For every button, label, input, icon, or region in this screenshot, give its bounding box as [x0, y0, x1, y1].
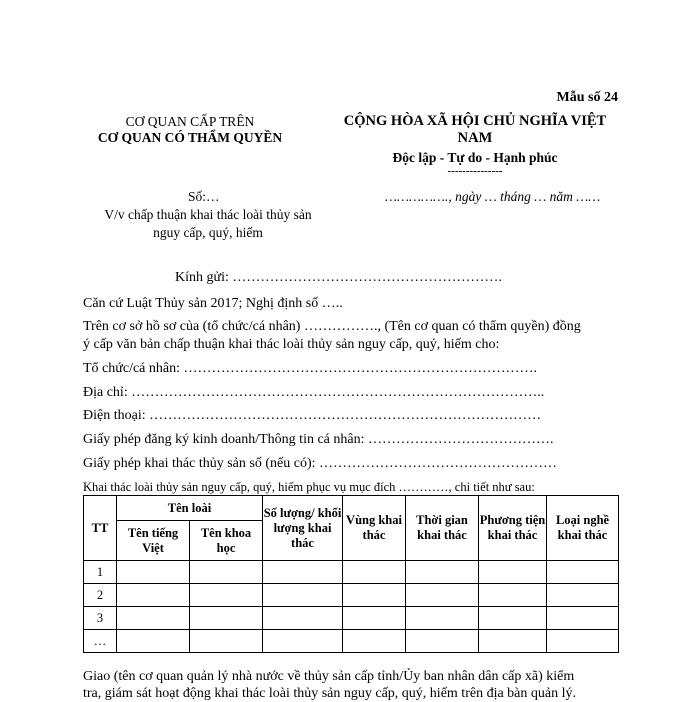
table-row	[84, 607, 619, 630]
nation-title-line1: CỘNG HÒA XÃ HỘI CHỦ NGHĨA VIỆT	[343, 113, 607, 129]
row-index: …	[84, 630, 117, 653]
purpose-line: Khai thác loài thủy sản nguy cấp, quý, hiếm phục vụ mục đích …………, chi tiết như sau:	[83, 480, 535, 494]
header-tt: TT	[84, 496, 117, 561]
field-business-license: Giấy phép đăng ký kinh doanh/Thông tin cá nhân: ………………………………….	[83, 432, 554, 447]
closing-line-1: Giao (tên cơ quan quản lý nhà nước về thủy sản cấp tỉnh/Ủy ban nhân dân cấp xã) kiểm	[83, 669, 575, 684]
closing-line-2: tra, giám sát hoạt động khai thác loài thủy sản nguy cấp, quý, hiếm trên địa bàn quản lý.	[83, 686, 576, 701]
row-index: 3	[84, 607, 117, 630]
intro-line-2: ý cấp văn bản chấp thuận khai thác loài thủy sản nguy cấp, quý, hiếm cho:	[83, 337, 500, 352]
competent-agency: CƠ QUAN CÓ THẨM QUYỀN	[97, 130, 283, 145]
subject-line-2: nguy cấp, quý, hiếm	[153, 225, 263, 240]
number-line: Số:…	[188, 189, 220, 204]
field-fishing-license: Giấy phép khai thác thủy sản số (nếu có): ……………………………………………	[83, 456, 557, 471]
header-gear: Loại nghề khai thác	[547, 496, 619, 561]
motto-rule: ---------------	[447, 165, 503, 177]
row-index: 1	[84, 561, 117, 584]
header-species-name: Tên loài	[117, 496, 263, 521]
field-phone: Điện thoại: …………………………………………………………………………	[83, 408, 542, 423]
row-index: 2	[84, 584, 117, 607]
superior-agency: CƠ QUAN CẤP TRÊN	[125, 114, 255, 129]
motto: Độc lập - Tự do - Hạnh phúc	[392, 150, 558, 165]
form-number: Mẫu số 24	[556, 90, 618, 105]
header-vietnamese-name: Tên tiếng Việt	[117, 521, 190, 561]
species-table	[83, 495, 619, 653]
header-vehicle: Phương tiện khai thác	[479, 496, 547, 561]
legal-basis: Căn cứ Luật Thủy sản 2017; Nghị định số …..	[83, 296, 343, 311]
nation-title-line2: NAM	[457, 130, 493, 146]
right-header	[325, 113, 625, 176]
date-line: ……………., ngày … tháng … năm ……	[385, 189, 601, 204]
subject-line-1: V/v chấp thuận khai thác loài thủy sản	[104, 207, 312, 222]
field-address: Địa chỉ: ……………………………………………………………………………..	[83, 385, 545, 400]
recipient-line: Kính gửi: ………………………………………………….	[175, 270, 502, 285]
header-time: Thời gian khai thác	[406, 496, 479, 561]
header-scientific-name: Tên khoa học	[190, 521, 263, 561]
intro-line-1: Trên cơ sở hồ sơ của (tổ chức/cá nhân) ……………., (Tên cơ quan có thẩm quyền) đồng	[83, 319, 581, 334]
left-header	[90, 114, 290, 146]
table-row	[84, 584, 619, 607]
header-quantity: Số lượng/ khối lượng khai thác	[263, 496, 343, 561]
table-row	[84, 561, 619, 584]
header-area: Vùng khai thác	[343, 496, 406, 561]
table-row	[84, 630, 619, 653]
field-organization: Tổ chức/cá nhân: ………………………………………………………………….	[83, 361, 537, 376]
